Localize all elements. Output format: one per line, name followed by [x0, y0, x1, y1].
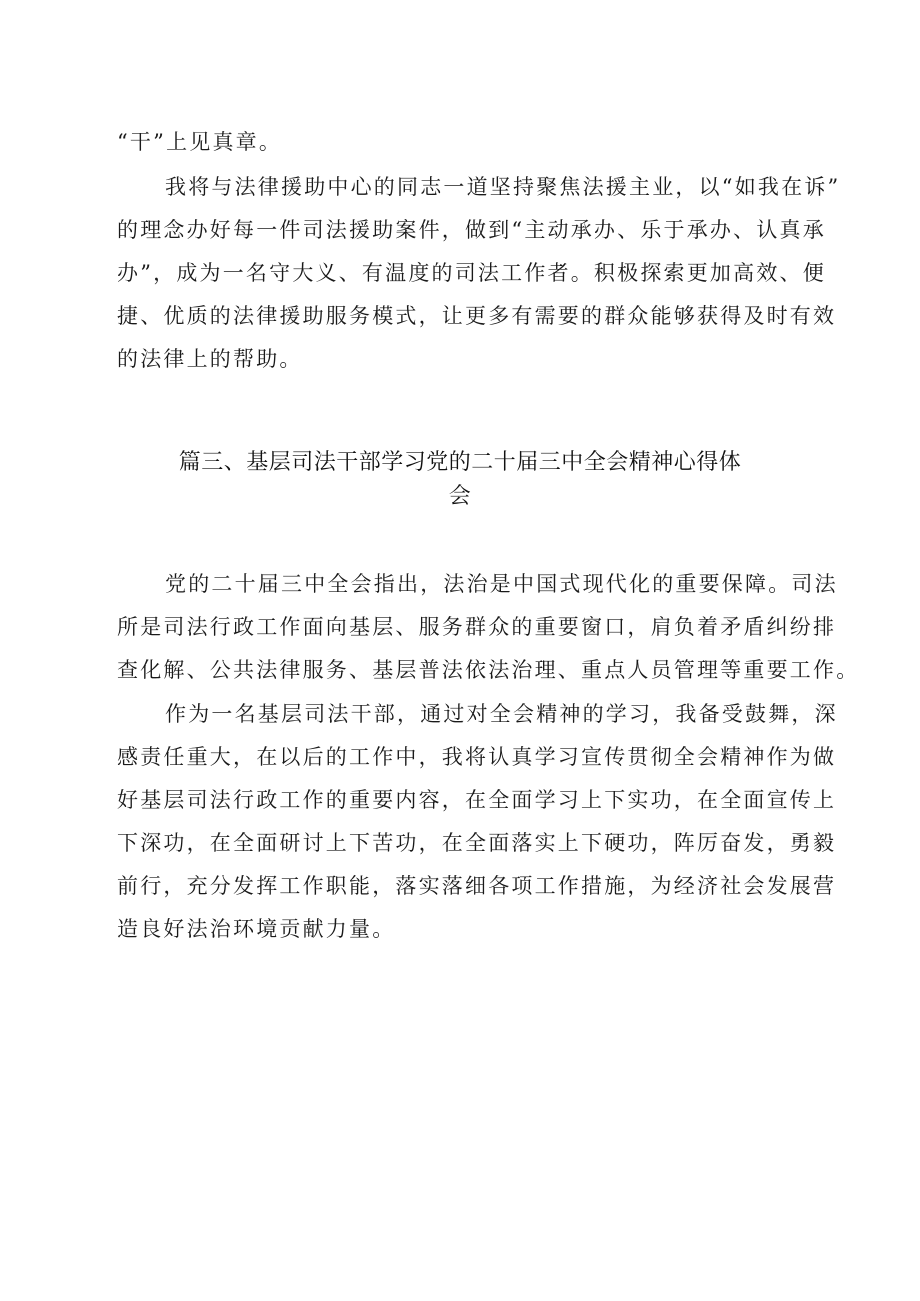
- text-line: 下深功，在全面研讨上下苦功，在全面落实上下硬功，阵厉奋发，勇毅: [117, 831, 837, 855]
- text-line: “干”上见真章。: [117, 130, 283, 154]
- text-line: 捷、优质的法律援助服务模式，让更多有需要的群众能够获得及时有效: [117, 304, 837, 328]
- text-line: 好基层司法行政工作的重要内容，在全面学习上下实功，在全面宣传上: [117, 788, 837, 812]
- text-line: 所是司法行政工作面向基层、服务群众的重要窗口，肩负着矛盾纠纷排: [117, 615, 837, 639]
- text-line: 作为一名基层司法干部，通过对全会精神的学习，我备受鼓舞，深: [165, 702, 838, 726]
- text-line: 前行，充分发挥工作职能，落实落细各项工作措施，为经济社会发展营: [117, 874, 837, 898]
- text-line: 办”，成为一名守大义、有温度的司法工作者。积极探索更加高效、便: [117, 261, 826, 285]
- text-line: 的法律上的帮助。: [117, 347, 303, 371]
- text-line: 造良好法治环境贡献力量。: [117, 917, 396, 941]
- text-line: 我将与法律援助中心的同志一道坚持聚焦法援主业，以“如我在诉”: [165, 175, 841, 199]
- text-line: 感责任重大，在以后的工作中，我将认真学习宣传贯彻全会精神作为做: [117, 745, 837, 769]
- text-line: 的理念办好每一件司法援助案件，做到“主动承办、乐于承办、认真承: [117, 218, 826, 242]
- section-title-continued: 会: [448, 484, 472, 509]
- text-line: 查化解、公共法律服务、基层普法依法治理、重点人员管理等重要工作。: [117, 658, 860, 682]
- text-line: 党的二十届三中全会指出，法治是中国式现代化的重要保障。司法: [165, 572, 838, 596]
- section-title: 篇三、基层司法干部学习党的二十届三中全会精神心得体: [178, 450, 742, 475]
